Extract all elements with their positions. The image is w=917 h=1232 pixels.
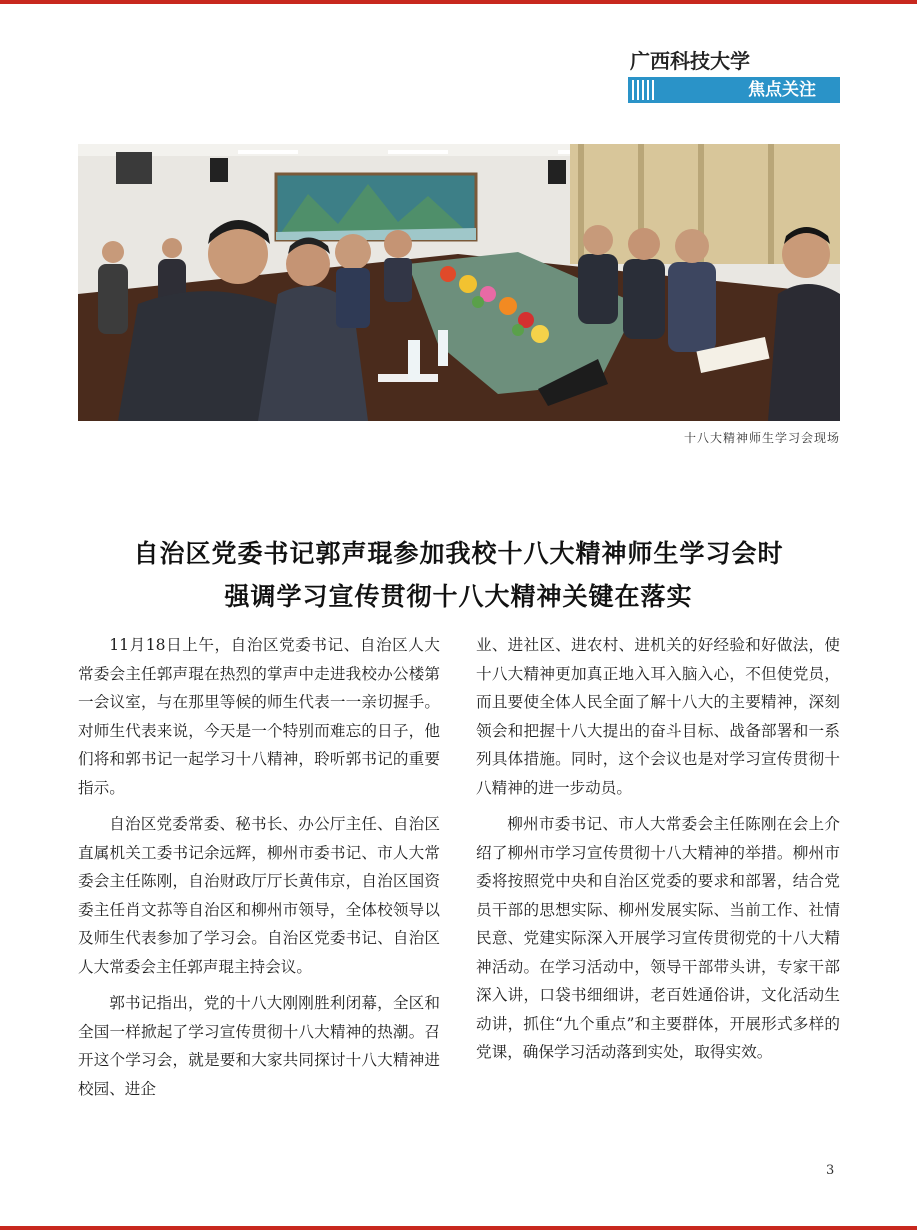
paragraph: 柳州市委书记、市人大常委会主任陈刚在会上介绍了柳州市学习宣传贯彻十八大精神的举措。柳州市委将按照党中央和自治区党委的要求和部署，结合党员干部的思想实际、柳州发展实际、当前工作、社情民意、党建实际深入开展学习宣传贯彻党的十八大精神活动。在学习活动中，领导干部带头讲，专家干部深入讲，口袋书细细讲，老百姓通俗讲，文化活动生动讲，抓住“九个重点”和主要群体，开展形式多样的党课，确保学习活动落到实处，取得实效。 xyxy=(476,815,840,1061)
section-bar xyxy=(628,77,840,103)
paragraph-continuation: 业、进社区、进农村、进机关的好经验和好做法，使十八大精神更加真正地入耳入脑入心，不但使党员，而且要使全体人民全面了解十八大的主要精神，深刻领会和把握十八大提出的奋斗目标、战备部署和一系列具体措施。同时，这个会议也是对学习宣传贯彻十八精神的进一步动员。 xyxy=(476,636,840,797)
headline-line-1: 自治区党委书记郭声琨参加我校十八大精神师生学习会时 xyxy=(133,539,784,568)
article-column-right xyxy=(476,631,840,1075)
paragraph: 11月18日上午，自治区党委书记、自治区人大常委会主任郭声琨在热烈的掌声中走进我校办公楼第一会议室，与在那里等候的师生代表一一亲切握手。对师生代表来说，今天是一个特别而难忘的日子，他们将和郭书记一起学习十八精神，聆听郭书记的重要指示。 xyxy=(78,636,440,797)
section-title: 焦点关注 xyxy=(748,80,816,100)
top-rule xyxy=(0,0,917,4)
photo-caption: 十八大精神师生学习会现场 xyxy=(683,431,840,445)
bottom-rule xyxy=(0,1226,917,1230)
paragraph: 自治区党委常委、秘书长、办公厅主任、自治区直属机关工委书记余远辉，柳州市委书记、市人大常委会主任陈刚，自治财政厅厅长黄伟京，自治区国资委主任肖文荪等自治区和柳州市领导，全体校领导以及师生代表参加了学习会。自治区党委书记、自治区人大常委会主任郭声琨主持会议。 xyxy=(78,815,440,976)
stripes-decoration xyxy=(632,80,654,100)
university-name: 广西科技大学 xyxy=(630,49,750,73)
meeting-photo xyxy=(78,144,840,421)
masthead xyxy=(628,49,840,103)
meeting-photo-illustration xyxy=(78,144,840,421)
headline-line-2: 强调学习宣传贯彻十八大精神关键在落实 xyxy=(224,582,693,611)
article-column-left xyxy=(78,631,440,1111)
page-number: 3 xyxy=(826,1163,835,1178)
paragraph: 郭书记指出，党的十八大刚刚胜利闭幕，全区和全国一样掀起了学习宣传贯彻十八大精神的热潮。召开这个学习会，就是要和大家共同探讨十八大精神进校园、进企 xyxy=(78,994,440,1098)
